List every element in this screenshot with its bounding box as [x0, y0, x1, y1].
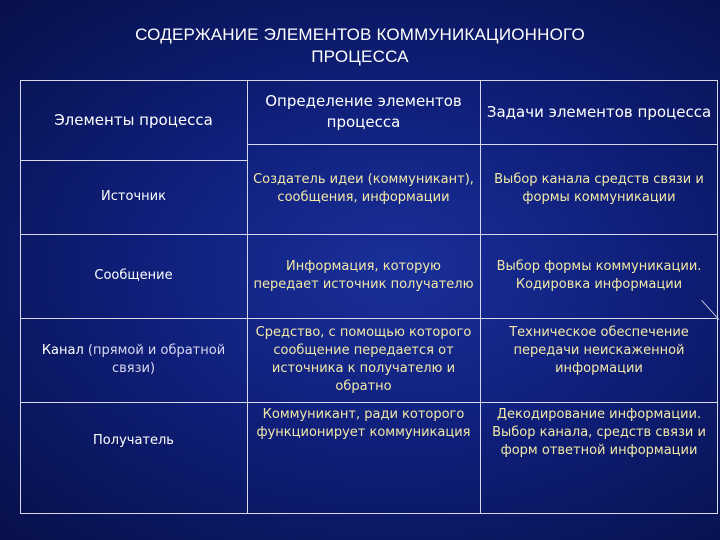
row-source-element: Источник [101, 189, 166, 204]
row-channel-element-text [26, 342, 241, 378]
table-border-bottom [20, 513, 718, 514]
row-receiver-element: Получатель [93, 433, 174, 448]
table-divider-header-left [20, 160, 247, 161]
table-divider-col-2 [480, 80, 481, 514]
row-channel-definition: Средство, с помощью которого сообщение передается от источника к получателю и обратно [255, 325, 472, 394]
row-receiver-task: Декодирование информации. Выбор канала, средств связи и форм ответной информации [492, 407, 706, 458]
slide-title [60, 24, 660, 68]
row-message-task: Выбор формы коммуникации. Кодировка информации [496, 259, 702, 292]
table-divider-header-right [247, 144, 718, 145]
header-tasks: Задачи элементов процесса [486, 102, 712, 121]
row-channel-task: Техническое обеспечение передачи неискаженной информации [509, 325, 689, 376]
row-receiver-definition: Коммуникант, ради которого функционирует коммуникация [256, 407, 471, 440]
table-border-left [20, 80, 21, 514]
row-channel-element [20, 318, 247, 402]
row-message-definition: Информация, которую передает источник получателю [253, 259, 474, 292]
table-divider-row-1 [20, 234, 718, 235]
row-message-element: Сообщение [94, 268, 173, 283]
row-channel-element-rest: (прямой и обратной связи) [83, 343, 226, 376]
process-elements-table [20, 80, 718, 514]
table-border-right [717, 80, 718, 514]
row-source-task: Выбор канала средств связи и формы коммуникации [494, 172, 704, 205]
slide-title-line-1: СОДЕРЖАНИЕ ЭЛЕМЕНТОВ КОММУНИКАЦИОННОГО [135, 25, 585, 44]
header-definition: Определение элементов процесса [265, 92, 462, 131]
row-channel-element-main: Канал [41, 343, 84, 358]
table-divider-col-1 [247, 80, 248, 514]
row-source-definition: Создатель идеи (коммуникант), сообщения, информации [253, 172, 474, 205]
table-border-top [20, 80, 718, 81]
header-elements: Элементы процесса [54, 110, 213, 129]
slide-title-line-2: ПРОЦЕССА [311, 47, 409, 66]
table-divider-row-3 [20, 402, 718, 403]
table-divider-row-2 [20, 318, 718, 319]
